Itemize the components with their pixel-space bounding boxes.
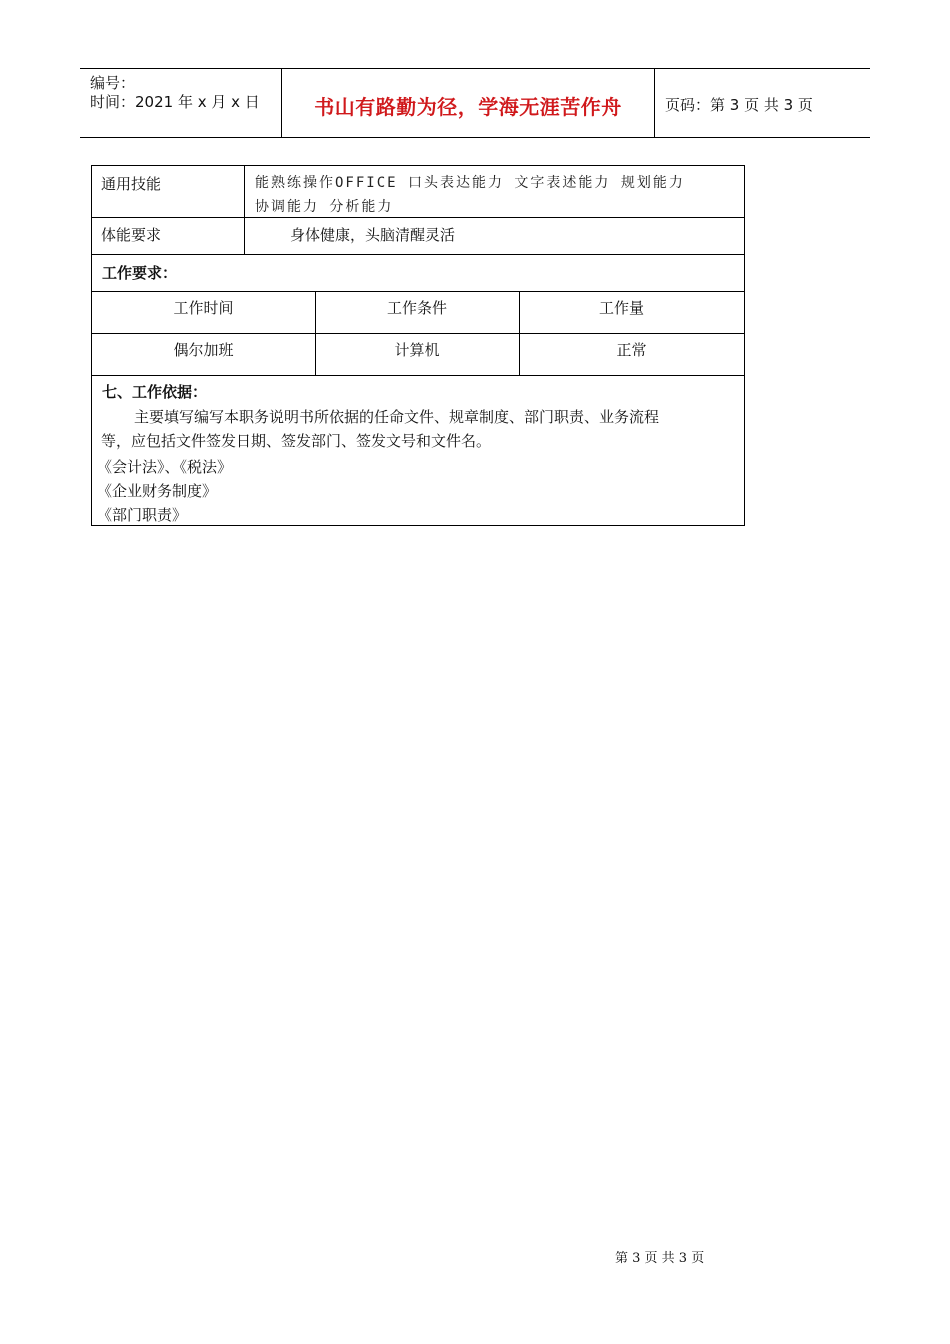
document-time-label: 时间：2021 年 x 月 x 日: [90, 93, 260, 111]
column-divider: [244, 166, 245, 254]
column-header-work-time: 工作时间: [173, 299, 234, 317]
work-basis-paragraph-line2: 等，应包括文件签发日期、签发部门、签发文号和文件名。: [101, 432, 492, 450]
row-divider: [92, 333, 744, 334]
work-basis-heading: 七、工作依据：: [102, 383, 208, 401]
cell-work-time: 偶尔加班: [173, 341, 234, 359]
row-divider: [92, 291, 744, 292]
basis-item-financial-system: 《企业财务制度》: [97, 482, 218, 500]
job-description-table: [91, 165, 745, 526]
cell-workload: 正常: [616, 341, 647, 359]
header-page-cell: [655, 69, 870, 137]
row-divider: [92, 217, 744, 218]
page-number-label: 页码：第 3 页 共 3 页: [665, 96, 813, 114]
work-basis-paragraph-line1: 主要填写编写本职务说明书所依据的任命文件、规章制度、部门职责、业务流程: [134, 408, 660, 426]
general-skills-line1: 能熟练操作OFFICE 口头表达能力 文字表述能力 规划能力: [255, 175, 685, 191]
column-header-workload: 工作量: [598, 299, 644, 317]
header-motto-cell: [282, 69, 655, 137]
page-header: [80, 68, 870, 138]
basis-item-department-duties: 《部门职责》: [97, 506, 188, 524]
header-info-cell: [80, 69, 282, 137]
work-requirements-heading: 工作要求：: [102, 264, 178, 282]
general-skills-label: 通用技能: [101, 175, 162, 193]
physical-requirements-value: 身体健康，头脑清醒灵活: [290, 226, 456, 244]
general-skills-line2: 协调能力 分析能力: [255, 199, 394, 215]
document-number-label: 编号：: [90, 74, 136, 92]
physical-requirements-label: 体能要求: [101, 226, 162, 244]
page-footer-number: 第 3 页 共 3 页: [615, 1251, 705, 1266]
row-divider: [92, 375, 744, 376]
column-header-work-conditions: 工作条件: [386, 299, 447, 317]
motto-text: 书山有路勤为径，学海无涯苦作舟: [314, 95, 622, 119]
row-divider: [92, 254, 744, 255]
basis-item-accounting-law: 《会计法》、《税法》: [97, 458, 233, 476]
cell-work-conditions: 计算机: [394, 341, 440, 359]
